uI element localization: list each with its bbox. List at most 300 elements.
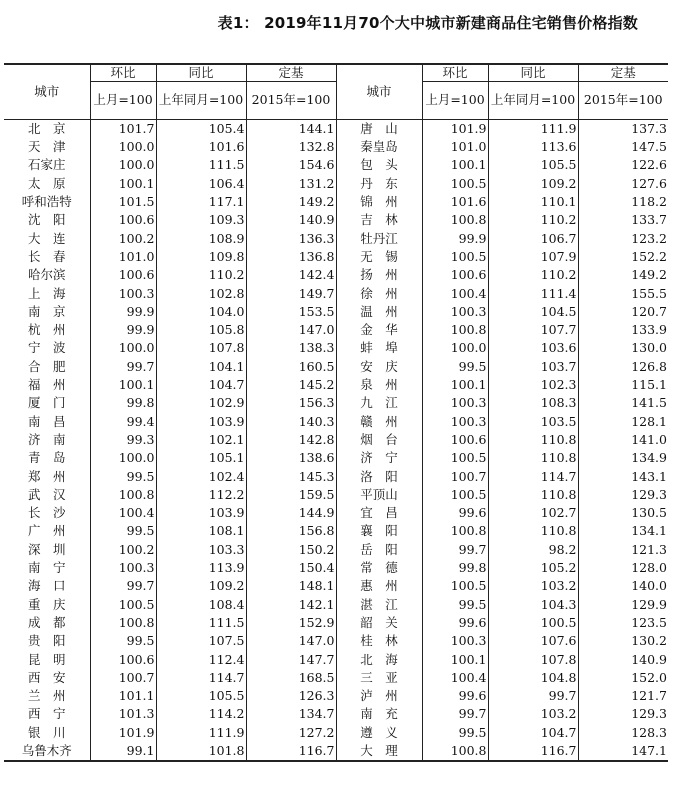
cell-mom-right: 99.5 (422, 724, 488, 742)
cell-fixed-right: 147.1 (578, 742, 668, 761)
table-row (4, 486, 668, 504)
cell-yoy-left: 102.4 (156, 468, 246, 486)
table-row (4, 596, 668, 614)
cell-city-right: 吉 林 (336, 211, 422, 229)
cell-yoy-left: 109.8 (156, 248, 246, 266)
cell-city-left: 南 昌 (27, 413, 66, 429)
cell-yoy-right: 104.8 (488, 669, 578, 687)
cell-city-left: 长 沙 (27, 505, 66, 521)
cell-city-left: 大 连 (27, 230, 66, 246)
table-row (4, 559, 668, 577)
cell-city-right: 牡丹江 (336, 230, 422, 248)
cell-mom-left: 99.7 (90, 358, 156, 376)
table-row (4, 614, 668, 632)
cell-city-right: 惠 州 (336, 577, 422, 595)
cell-city-right: 烟 台 (336, 431, 422, 449)
cell-fixed-left: 144.1 (246, 120, 336, 139)
table-row (4, 321, 668, 339)
cell-mom-right: 99.5 (422, 596, 488, 614)
cell-mom-right: 101.9 (422, 120, 488, 139)
cell-fixed-right: 126.8 (578, 358, 668, 376)
cell-fixed-left: 148.1 (246, 577, 336, 595)
cell-mom-right: 100.6 (422, 431, 488, 449)
cell-city-left: 厦 门 (27, 395, 66, 411)
cell-fixed-right: 134.9 (578, 449, 668, 467)
cell-fixed-right: 128.0 (578, 559, 668, 577)
cell-fixed-left: 153.5 (246, 303, 336, 321)
cell-fixed-right: 123.5 (578, 614, 668, 632)
cell-fixed-right: 147.5 (578, 138, 668, 156)
cell-city-left: 贵 阳 (27, 633, 66, 649)
cell-city-right: 宜 昌 (336, 504, 422, 522)
cell-city-left: 天 津 (27, 139, 66, 155)
cell-fixed-right: 128.3 (578, 724, 668, 742)
cell-yoy-right: 107.7 (488, 321, 578, 339)
cell-city-left: 长 春 (27, 248, 66, 264)
cell-fixed-right: 115.1 (578, 376, 668, 394)
header-mom-left: 环比 (90, 64, 156, 82)
cell-mom-left: 99.9 (90, 321, 156, 339)
cell-mom-right: 100.4 (422, 285, 488, 303)
cell-city-right: 韶 关 (336, 614, 422, 632)
cell-mom-left: 101.3 (90, 706, 156, 724)
cell-fixed-left: 131.2 (246, 175, 336, 193)
cell-city-right: 扬 州 (336, 266, 422, 284)
cell-fixed-left: 136.3 (246, 230, 336, 248)
cell-yoy-right: 103.2 (488, 577, 578, 595)
cell-mom-right: 100.8 (422, 742, 488, 761)
cell-city-left: 哈尔滨 (27, 267, 66, 283)
cell-mom-left: 101.7 (90, 120, 156, 139)
cell-mom-right: 99.6 (422, 614, 488, 632)
cell-city-left: 成 都 (27, 614, 66, 630)
table-row (4, 230, 668, 248)
cell-city-right: 包 头 (336, 157, 422, 175)
cell-city-left: 郑 州 (27, 468, 66, 484)
table-row (4, 577, 668, 595)
cell-city-left: 沈 阳 (27, 212, 66, 228)
cell-yoy-right: 104.5 (488, 303, 578, 321)
cell-mom-right: 99.7 (422, 541, 488, 559)
header-mom-sub-right: 上月=100 (422, 82, 488, 120)
table-row (4, 724, 668, 742)
table-row (4, 303, 668, 321)
cell-city-right: 九 江 (336, 394, 422, 412)
table-row (4, 431, 668, 449)
cell-mom-right: 100.8 (422, 211, 488, 229)
cell-fixed-right: 143.1 (578, 468, 668, 486)
cell-city-right: 秦皇岛 (336, 138, 422, 156)
cell-mom-right: 100.6 (422, 266, 488, 284)
cell-fixed-left: 145.3 (246, 468, 336, 486)
cell-city-left: 南 京 (27, 303, 66, 319)
cell-city-left: 昆 明 (27, 651, 66, 667)
cell-fixed-left: 116.7 (246, 742, 336, 761)
cell-mom-left: 99.7 (90, 577, 156, 595)
cell-mom-left: 100.0 (90, 157, 156, 175)
cell-city-left: 上 海 (27, 285, 66, 301)
cell-city-right: 徐 州 (336, 285, 422, 303)
cell-fixed-left: 150.2 (246, 541, 336, 559)
cell-city-left: 北 京 (27, 120, 66, 136)
cell-mom-right: 99.6 (422, 687, 488, 705)
table-row (4, 157, 668, 175)
cell-yoy-left: 107.5 (156, 632, 246, 650)
table-body (4, 120, 668, 762)
header-city-left: 城市 (4, 64, 90, 120)
cell-mom-right: 100.5 (422, 486, 488, 504)
cell-yoy-right: 113.6 (488, 138, 578, 156)
cell-mom-right: 100.5 (422, 175, 488, 193)
table-row (4, 358, 668, 376)
price-index-table (4, 63, 668, 762)
cell-city-right: 遵 义 (336, 724, 422, 742)
cell-mom-right: 100.8 (422, 321, 488, 339)
cell-mom-right: 100.7 (422, 468, 488, 486)
cell-fixed-left: 138.6 (246, 449, 336, 467)
cell-yoy-left: 106.4 (156, 175, 246, 193)
cell-yoy-left: 105.4 (156, 120, 246, 139)
table-row (4, 742, 668, 761)
header-fixed-sub-left: 2015年=100 (246, 82, 336, 120)
cell-fixed-left: 154.6 (246, 157, 336, 175)
table-row (4, 394, 668, 412)
cell-yoy-right: 116.7 (488, 742, 578, 761)
cell-mom-left: 101.5 (90, 193, 156, 211)
cell-yoy-right: 104.3 (488, 596, 578, 614)
cell-mom-left: 100.6 (90, 211, 156, 229)
cell-mom-left: 101.1 (90, 687, 156, 705)
table-row (4, 376, 668, 394)
cell-city-right: 泉 州 (336, 376, 422, 394)
header-fixed-left: 定基 (246, 64, 336, 82)
cell-yoy-right: 106.7 (488, 230, 578, 248)
cell-fixed-left: 156.8 (246, 523, 336, 541)
header-city-right: 城市 (336, 64, 422, 120)
cell-mom-right: 100.3 (422, 632, 488, 650)
cell-yoy-left: 104.1 (156, 358, 246, 376)
header-mom-sub-left: 上月=100 (90, 82, 156, 120)
cell-mom-left: 100.2 (90, 541, 156, 559)
cell-fixed-right: 134.1 (578, 523, 668, 541)
table-row (4, 340, 668, 358)
cell-yoy-left: 105.1 (156, 449, 246, 467)
cell-city-right: 平顶山 (336, 486, 422, 504)
cell-fixed-left: 132.8 (246, 138, 336, 156)
cell-fixed-right: 120.7 (578, 303, 668, 321)
cell-fixed-left: 147.7 (246, 651, 336, 669)
cell-mom-right: 99.7 (422, 706, 488, 724)
cell-city-left: 福 州 (27, 377, 66, 393)
cell-yoy-left: 113.9 (156, 559, 246, 577)
cell-mom-left: 100.2 (90, 230, 156, 248)
cell-mom-right: 101.6 (422, 193, 488, 211)
cell-fixed-left: 147.0 (246, 321, 336, 339)
cell-mom-left: 101.0 (90, 248, 156, 266)
cell-yoy-right: 110.2 (488, 211, 578, 229)
table-row (4, 468, 668, 486)
cell-city-left: 南 宁 (27, 560, 66, 576)
header-yoy-sub-right: 上年同月=100 (488, 82, 578, 120)
cell-fixed-left: 156.3 (246, 394, 336, 412)
cell-fixed-right: 141.5 (578, 394, 668, 412)
cell-mom-left: 100.6 (90, 266, 156, 284)
cell-yoy-left: 104.7 (156, 376, 246, 394)
cell-mom-left: 99.5 (90, 468, 156, 486)
cell-fixed-left: 140.9 (246, 211, 336, 229)
cell-city-left: 深 圳 (27, 541, 66, 557)
cell-yoy-right: 107.6 (488, 632, 578, 650)
cell-fixed-left: 136.8 (246, 248, 336, 266)
cell-mom-left: 100.6 (90, 651, 156, 669)
cell-fixed-left: 144.9 (246, 504, 336, 522)
cell-yoy-left: 108.4 (156, 596, 246, 614)
table-row (4, 706, 668, 724)
cell-yoy-right: 103.5 (488, 413, 578, 431)
cell-city-left: 西 安 (27, 669, 66, 685)
cell-city-right: 南 充 (336, 706, 422, 724)
cell-city-right: 蚌 埠 (336, 340, 422, 358)
table-row (4, 175, 668, 193)
cell-mom-left: 99.5 (90, 523, 156, 541)
cell-fixed-right: 149.2 (578, 266, 668, 284)
table-row (4, 248, 668, 266)
cell-fixed-left: 142.8 (246, 431, 336, 449)
cell-yoy-left: 107.8 (156, 340, 246, 358)
table-row (4, 413, 668, 431)
table-row (4, 541, 668, 559)
cell-mom-left: 100.3 (90, 285, 156, 303)
cell-mom-right: 100.3 (422, 303, 488, 321)
cell-mom-right: 100.5 (422, 248, 488, 266)
cell-mom-right: 100.4 (422, 669, 488, 687)
cell-yoy-right: 107.8 (488, 651, 578, 669)
cell-city-left: 重 庆 (27, 596, 66, 612)
cell-yoy-right: 109.2 (488, 175, 578, 193)
cell-city-right: 洛 阳 (336, 468, 422, 486)
cell-fixed-right: 141.0 (578, 431, 668, 449)
header-yoy-sub-left: 上年同月=100 (156, 82, 246, 120)
cell-fixed-right: 121.3 (578, 541, 668, 559)
cell-yoy-left: 112.2 (156, 486, 246, 504)
cell-fixed-right: 128.1 (578, 413, 668, 431)
cell-yoy-right: 102.7 (488, 504, 578, 522)
cell-city-left: 石家庄 (27, 157, 66, 173)
cell-mom-right: 99.9 (422, 230, 488, 248)
cell-fixed-left: 134.7 (246, 706, 336, 724)
cell-fixed-left: 147.0 (246, 632, 336, 650)
cell-city-left: 武 汉 (27, 486, 66, 502)
cell-yoy-left: 104.0 (156, 303, 246, 321)
cell-city-left: 呼和浩特 (21, 194, 72, 210)
cell-yoy-right: 100.5 (488, 614, 578, 632)
cell-city-left: 太 原 (27, 175, 66, 191)
cell-yoy-right: 104.7 (488, 724, 578, 742)
cell-mom-left: 99.1 (90, 742, 156, 761)
cell-fixed-right: 137.3 (578, 120, 668, 139)
cell-mom-left: 100.0 (90, 138, 156, 156)
cell-yoy-left: 108.9 (156, 230, 246, 248)
cell-yoy-left: 102.9 (156, 394, 246, 412)
cell-yoy-left: 102.8 (156, 285, 246, 303)
cell-yoy-left: 114.2 (156, 706, 246, 724)
cell-fixed-right: 130.0 (578, 340, 668, 358)
cell-fixed-right: 129.3 (578, 486, 668, 504)
cell-fixed-right: 130.5 (578, 504, 668, 522)
cell-yoy-left: 109.2 (156, 577, 246, 595)
cell-yoy-right: 99.7 (488, 687, 578, 705)
cell-city-left: 西 宁 (27, 706, 66, 722)
cell-fixed-left: 142.4 (246, 266, 336, 284)
cell-city-right: 桂 林 (336, 632, 422, 650)
table-row (4, 669, 668, 687)
cell-yoy-left: 110.2 (156, 266, 246, 284)
cell-mom-left: 101.9 (90, 724, 156, 742)
table-row (4, 266, 668, 284)
header-mom-right: 环比 (422, 64, 488, 82)
cell-fixed-left: 127.2 (246, 724, 336, 742)
cell-mom-left: 100.8 (90, 486, 156, 504)
cell-yoy-right: 108.3 (488, 394, 578, 412)
cell-yoy-left: 109.3 (156, 211, 246, 229)
table-row (4, 211, 668, 229)
cell-mom-right: 100.5 (422, 449, 488, 467)
cell-mom-left: 99.9 (90, 303, 156, 321)
cell-city-right: 三 亚 (336, 669, 422, 687)
cell-mom-right: 100.5 (422, 577, 488, 595)
cell-mom-right: 99.6 (422, 504, 488, 522)
cell-city-right: 无 锡 (336, 248, 422, 266)
cell-yoy-left: 111.9 (156, 724, 246, 742)
cell-yoy-right: 110.8 (488, 449, 578, 467)
cell-yoy-left: 111.5 (156, 614, 246, 632)
cell-fixed-left: 145.2 (246, 376, 336, 394)
cell-city-left: 青 岛 (27, 450, 66, 466)
cell-yoy-left: 103.9 (156, 413, 246, 431)
cell-city-right: 北 海 (336, 651, 422, 669)
cell-mom-right: 100.0 (422, 340, 488, 358)
cell-mom-left: 100.1 (90, 376, 156, 394)
cell-fixed-right: 155.5 (578, 285, 668, 303)
cell-mom-right: 100.1 (422, 376, 488, 394)
cell-yoy-left: 114.7 (156, 669, 246, 687)
cell-fixed-right: 118.2 (578, 193, 668, 211)
cell-city-right: 泸 州 (336, 687, 422, 705)
table-row (4, 632, 668, 650)
cell-fixed-right: 152.2 (578, 248, 668, 266)
cell-yoy-left: 111.5 (156, 157, 246, 175)
cell-mom-right: 101.0 (422, 138, 488, 156)
cell-fixed-right: 127.6 (578, 175, 668, 193)
cell-mom-right: 100.3 (422, 394, 488, 412)
header-fixed-right: 定基 (578, 64, 668, 82)
cell-yoy-left: 105.8 (156, 321, 246, 339)
cell-yoy-right: 110.8 (488, 486, 578, 504)
cell-yoy-left: 117.1 (156, 193, 246, 211)
cell-city-left: 宁 波 (27, 340, 66, 356)
cell-yoy-right: 114.7 (488, 468, 578, 486)
header-yoy-left: 同比 (156, 64, 246, 82)
cell-city-right: 赣 州 (336, 413, 422, 431)
cell-yoy-right: 110.8 (488, 431, 578, 449)
cell-mom-left: 100.8 (90, 614, 156, 632)
cell-city-right: 金 华 (336, 321, 422, 339)
cell-mom-left: 100.3 (90, 559, 156, 577)
cell-fixed-left: 152.9 (246, 614, 336, 632)
cell-city-left: 广 州 (27, 523, 66, 539)
cell-mom-left: 100.4 (90, 504, 156, 522)
cell-mom-right: 100.1 (422, 651, 488, 669)
cell-yoy-left: 102.1 (156, 431, 246, 449)
cell-fixed-right: 152.0 (578, 669, 668, 687)
header-yoy-right: 同比 (488, 64, 578, 82)
cell-city-right: 温 州 (336, 303, 422, 321)
cell-fixed-right: 140.0 (578, 577, 668, 595)
cell-fixed-left: 138.3 (246, 340, 336, 358)
cell-city-left: 海 口 (27, 578, 66, 594)
cell-mom-right: 100.8 (422, 523, 488, 541)
cell-fixed-left: 126.3 (246, 687, 336, 705)
cell-fixed-right: 140.9 (578, 651, 668, 669)
cell-yoy-left: 108.1 (156, 523, 246, 541)
cell-fixed-left: 168.5 (246, 669, 336, 687)
header-fixed-sub-right: 2015年=100 (578, 82, 668, 120)
cell-mom-left: 100.0 (90, 340, 156, 358)
cell-city-left: 乌鲁木齐 (4, 742, 90, 761)
cell-yoy-right: 103.6 (488, 340, 578, 358)
cell-fixed-right: 130.2 (578, 632, 668, 650)
cell-yoy-right: 110.2 (488, 266, 578, 284)
cell-fixed-right: 133.9 (578, 321, 668, 339)
cell-fixed-right: 133.7 (578, 211, 668, 229)
cell-city-right: 湛 江 (336, 596, 422, 614)
cell-fixed-left: 150.4 (246, 559, 336, 577)
cell-fixed-right: 129.9 (578, 596, 668, 614)
cell-fixed-left: 142.1 (246, 596, 336, 614)
cell-city-left: 合 肥 (27, 358, 66, 374)
table-row (4, 193, 668, 211)
table-row (4, 523, 668, 541)
cell-mom-left: 99.8 (90, 394, 156, 412)
cell-city-left: 杭 州 (27, 322, 66, 338)
cell-city-right: 岳 阳 (336, 541, 422, 559)
cell-yoy-right: 105.2 (488, 559, 578, 577)
cell-yoy-right: 110.1 (488, 193, 578, 211)
cell-mom-left: 100.5 (90, 596, 156, 614)
cell-fixed-left: 149.2 (246, 193, 336, 211)
cell-mom-left: 99.3 (90, 431, 156, 449)
table-row (4, 651, 668, 669)
cell-city-right: 大 理 (336, 742, 422, 761)
cell-city-right: 安 庆 (336, 358, 422, 376)
cell-yoy-left: 112.4 (156, 651, 246, 669)
table-row (4, 120, 668, 139)
table-title: 表1： 2019年11月70个大中城市新建商品住宅销售价格指数 (217, 14, 638, 32)
cell-mom-right: 100.3 (422, 413, 488, 431)
cell-yoy-right: 111.4 (488, 285, 578, 303)
cell-yoy-left: 101.8 (156, 742, 246, 761)
cell-city-right: 锦 州 (336, 193, 422, 211)
cell-fixed-right: 122.6 (578, 157, 668, 175)
cell-yoy-left: 103.9 (156, 504, 246, 522)
cell-city-left: 兰 州 (27, 688, 66, 704)
cell-city-right: 襄 阳 (336, 523, 422, 541)
cell-fixed-left: 159.5 (246, 486, 336, 504)
cell-mom-right: 99.5 (422, 358, 488, 376)
cell-mom-left: 99.5 (90, 632, 156, 650)
cell-yoy-right: 105.5 (488, 157, 578, 175)
cell-mom-left: 99.4 (90, 413, 156, 431)
